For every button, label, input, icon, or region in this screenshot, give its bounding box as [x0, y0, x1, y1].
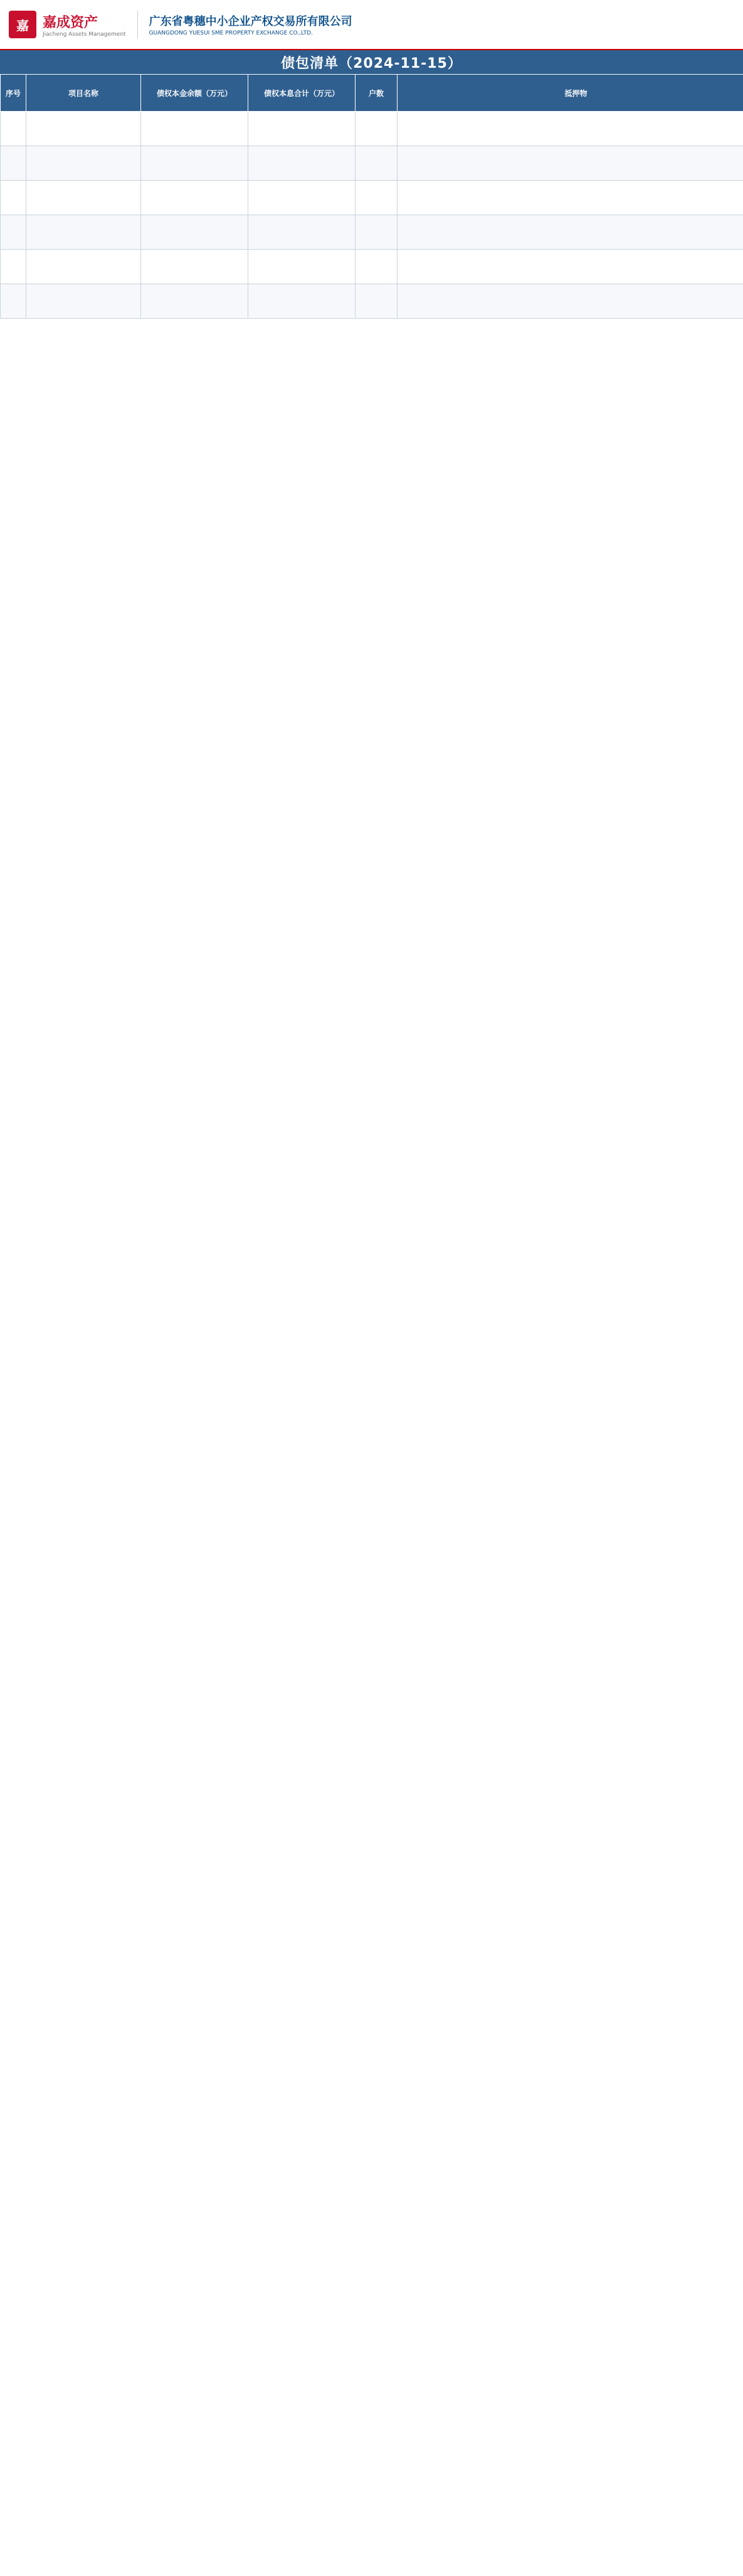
table-row: [1, 112, 743, 146]
table-cell: [26, 284, 141, 319]
brand-logo-icon: 嘉: [9, 11, 36, 38]
table-cell: [356, 215, 398, 250]
table-cell: [398, 146, 743, 181]
table-row: [1, 250, 743, 284]
page-title: 债包清单（2024-11-15）: [0, 50, 743, 74]
table-cell: [356, 146, 398, 181]
header-bar: [0, 0, 743, 50]
table-cell: [26, 112, 141, 146]
table-cell: [26, 146, 141, 181]
table-row: [1, 284, 743, 319]
table-row: [1, 215, 743, 250]
organization-name-en: GUANGDONG YUESUI SME PROPERTY EXCHANGE CO.,LTD.: [149, 30, 313, 36]
table-cell: [1, 284, 26, 319]
table-cell: [248, 284, 356, 319]
table-cell: [398, 250, 743, 284]
table-cell: [398, 284, 743, 319]
table-cell: [1, 146, 26, 181]
table-cell: [1, 112, 26, 146]
table-row: [1, 146, 743, 181]
table-cell: [356, 112, 398, 146]
table-cell: [1, 250, 26, 284]
column-header-collateral: 抵押物: [398, 75, 743, 112]
table-header-row: [1, 75, 743, 112]
creditor-list-table: [0, 74, 743, 319]
table-cell: [248, 215, 356, 250]
table-cell: [398, 215, 743, 250]
table-cell: [398, 112, 743, 146]
table-cell: [26, 215, 141, 250]
table-row: [1, 181, 743, 215]
table-cell: [26, 181, 141, 215]
column-header-households: 户数: [356, 75, 398, 112]
table-cell: [248, 146, 356, 181]
table-cell: [141, 250, 248, 284]
table-cell: [141, 215, 248, 250]
column-header-principal: 债权本金余额（万元）: [141, 75, 248, 112]
table-cell: [141, 181, 248, 215]
table-cell: [248, 250, 356, 284]
organization-name-cn: 广东省粤穗中小企业产权交易所有限公司: [149, 15, 352, 28]
header-divider: [137, 11, 138, 38]
column-header-total: 债权本息合计（万元）: [248, 75, 356, 112]
table-cell: [1, 215, 26, 250]
table-cell: [141, 146, 248, 181]
table-cell: [398, 181, 743, 215]
table-cell: [356, 181, 398, 215]
table-cell: [26, 250, 141, 284]
organization-name: [149, 13, 352, 36]
table-cell: [1, 181, 26, 215]
table-cell: [356, 250, 398, 284]
table-cell: [248, 181, 356, 215]
brand-name-en: Jiacheng Assets Management: [43, 31, 126, 38]
brand-name: [43, 12, 126, 38]
column-header-index: 序号: [1, 75, 26, 112]
table-cell: [141, 112, 248, 146]
table-cell: [248, 112, 356, 146]
column-header-project: 项目名称: [26, 75, 141, 112]
brand-name-cn: 嘉成资产: [43, 14, 98, 31]
table-cell: [141, 284, 248, 319]
table-cell: [356, 284, 398, 319]
